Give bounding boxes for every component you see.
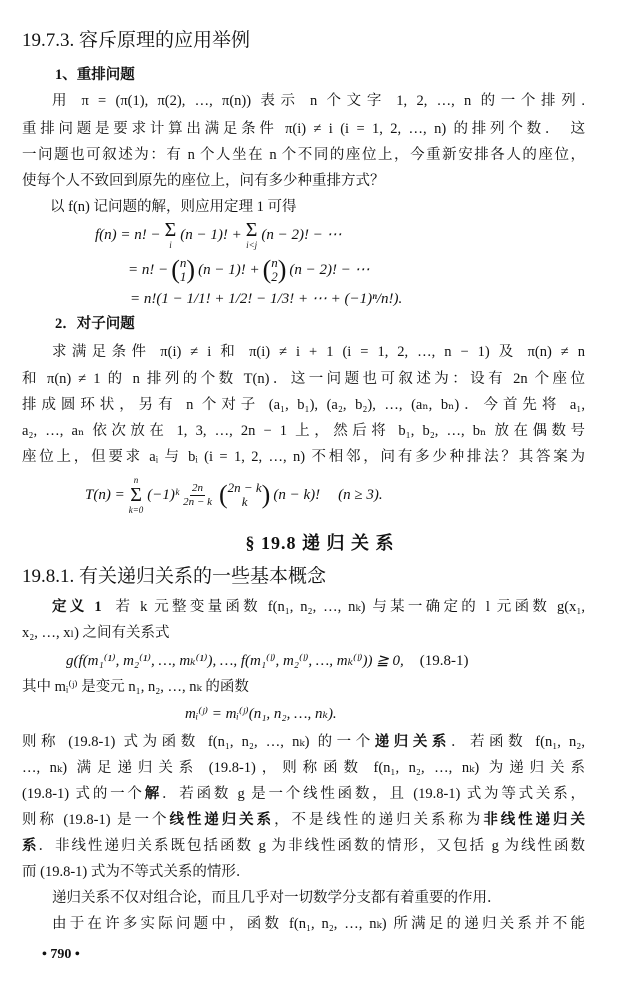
paragraph-line xyxy=(22,837,585,855)
problem-2-title: 2．对子问题 xyxy=(55,316,135,332)
paragraph-line: a₂, …, aₙ 依次放在 1, 3, …, 2n − 1 上，然后将 b₁, b₂, …, bₙ 放在偶数号 xyxy=(22,423,585,439)
paragraph-line: 使每个人不致回到原先的座位上，问有多少种重排方式？ xyxy=(22,173,385,189)
paragraph-line: 递归关系不仅对组合论，而且几乎对一切数学分支都有着重要的作用． xyxy=(52,890,502,906)
eq-text: = n! − xyxy=(128,262,169,278)
text: ，不是线性的递归关系称为 xyxy=(274,812,484,828)
term-nonlinear-recurrence: 非线性递归关 xyxy=(483,812,585,828)
eq-text: g(f(m₁⁽¹⁾, m₂⁽¹⁾, …, mₖ⁽¹⁾), …, f(m₁⁽ˡ⁾, m₂⁽ˡ⁾, …, mₖ⁽ˡ⁾)) ≧ 0, xyxy=(66,653,404,669)
eq-text: (−1)ᵏ xyxy=(147,487,180,503)
eq-text: (n − 1)! + xyxy=(198,262,260,278)
sum-subscript: i<j xyxy=(246,239,258,250)
paragraph-line: 其中 mᵢ⁽ʲ⁾ 是变元 n₁, n₂, …, nₖ 的函数 xyxy=(22,679,249,695)
section-heading-19-8-1: 19.8.1. 有关递归关系的一些基本概念 xyxy=(22,566,327,587)
equation-f-n-sum xyxy=(95,219,342,250)
term-solution: 解 xyxy=(144,786,162,802)
paragraph-line: x₂, …, xₗ) 之间有关系式 xyxy=(22,625,170,641)
binom-top: 2n − k xyxy=(227,480,262,495)
eq-text: f(n) = n! − xyxy=(95,226,161,243)
paragraph-line: 和 π(n) ≠ 1 的 n 排列的个数 T(n)．这一问题也可叙述为：设有 2n 个座位 xyxy=(22,371,585,387)
equation-closed-form: = n!(1 − 1/1! + 1/2! − 1/3! + ⋯ + (−1)ⁿ/n!). xyxy=(130,291,403,307)
equation-tag: (19.8-1) xyxy=(419,653,469,669)
paragraph-line: 而 (19.8-1) 式为不等式关系的情形． xyxy=(22,864,251,880)
term-linear-recurrence: 线性递归关系 xyxy=(169,812,275,828)
definition-line xyxy=(52,598,585,616)
paragraph-line xyxy=(22,733,585,751)
text: 则称 (19.8-1) 是一个 xyxy=(22,812,170,828)
sum-subscript: i xyxy=(169,239,172,250)
text: ．非线性递归关系既包括函数 g 为非线性函数的情形，又包括 g 为线性函数 xyxy=(38,838,585,854)
definition-text: 若 k 元整变量函数 f(n₁, n₂, …, nₖ) 与某一确定的 l 元函数 g(x₁, xyxy=(115,599,586,615)
paragraph-line: 重排问题是要求计算出满足条件 π(i) ≠ i (i = 1, 2, …, n) 的排列个数． 这 xyxy=(22,121,585,137)
equation-m-function: mᵢ⁽ʲ⁾ = mᵢ⁽ʲ⁾(n₁, n₂, …, nₖ). xyxy=(185,706,337,722)
binom-bottom: 2 xyxy=(271,269,278,284)
binomial: ( 2n − k k ) xyxy=(218,480,271,509)
eq-text: (n − k)! xyxy=(273,487,321,503)
paragraph-line: 以 f(n) 记问题的解，则应用定理 1 可得 xyxy=(50,199,297,215)
problem-1-title: 1、重排问题 xyxy=(55,67,135,83)
eq-condition: (n ≥ 3). xyxy=(338,487,383,503)
eq-text: (n − 1)! + xyxy=(180,226,242,243)
eq-text: (n − 2)! − ⋯ xyxy=(289,262,370,278)
sigma-symbol: Σ xyxy=(130,484,142,506)
text: ．若函数 f(n₁, n₂, xyxy=(450,734,585,750)
paragraph-line: 座位上，但要求 aᵢ 与 bᵢ (i = 1, 2, …, n) 不相邻，问有多少种排法？其答案为 xyxy=(22,449,585,465)
equation-binomial-form xyxy=(128,255,370,285)
sigma-symbol: Σ xyxy=(245,218,258,241)
binom-bottom: k xyxy=(241,494,248,509)
binomial: ( n 1 ) xyxy=(171,255,196,284)
paragraph-line xyxy=(22,811,585,829)
equation-19-8-1 xyxy=(66,651,469,671)
term-nonlinear-recurrence-end: 系 xyxy=(22,838,39,854)
text: ．若函数 g 是一个线性函数，且 (19.8-1) 式为等式关系， xyxy=(161,786,585,802)
summation xyxy=(165,220,177,250)
paragraph-line: 由于在许多实际问题中，函数 f(n₁, n₂, …, nₖ) 所满足的递归关系并不能 xyxy=(52,916,585,932)
definition-label: 定义 1 xyxy=(52,599,102,615)
text: (19.8-1) 式的一个 xyxy=(22,786,145,802)
sum-upper: n xyxy=(133,475,139,485)
eq-text: T(n) = xyxy=(85,487,125,503)
text: 则称 (19.8-1) 式为函数 f(n₁, n₂, …, nₖ) 的一个 xyxy=(22,734,375,750)
paragraph-line: 求满足条件 π(i) ≠ i 和 π(i) ≠ i + 1 (i = 1, 2, …, n − 1) 及 π(n) ≠ n xyxy=(52,344,585,360)
fraction xyxy=(183,482,212,509)
paragraph-line: 用 π = (π(1), π(2), …, π(n)) 表示 n 个文字 1, 2, …, n 的一个排列. xyxy=(52,93,585,109)
term-recurrence-relation: 递归关系 xyxy=(374,734,451,750)
binom-top: n xyxy=(179,255,187,270)
summation xyxy=(129,475,144,515)
paragraph-line xyxy=(22,785,585,803)
page-number: • 790 • xyxy=(42,947,80,962)
paragraph-line: 一问题也可叙述为：有 n 个人坐在 n 个不同的座位上，今重新安排各人的座位， xyxy=(22,147,585,163)
section-title-19-8: § 19.8 递 归 关 系 xyxy=(245,533,395,553)
section-heading-19-7-3: 19.7.3. 容斥原理的应用举例 xyxy=(22,30,251,51)
binom-top: n xyxy=(271,255,278,270)
paragraph-line: 排成圆环状，另有 n 个对子 (a₁, b₁), (a₂, b₂), …, (aₙ, bₙ)．今首先将 a₁, xyxy=(22,397,585,413)
equation-T-n xyxy=(85,474,383,516)
paragraph-line: …, nₖ) 满足递归关系 (19.8-1)，则称函数 f(n₁, n₂, …, nₖ) 为递归关系 xyxy=(22,760,585,776)
eq-text: (n − 2)! − ⋯ xyxy=(261,226,342,243)
sum-lower: k=0 xyxy=(128,505,144,515)
binomial: ( n 2 ) xyxy=(262,255,287,284)
denominator: 2n − k xyxy=(183,495,212,508)
numerator: 2n xyxy=(192,481,204,494)
sigma-symbol: Σ xyxy=(164,218,177,241)
summation xyxy=(246,220,258,250)
binom-bottom: 1 xyxy=(179,269,187,284)
